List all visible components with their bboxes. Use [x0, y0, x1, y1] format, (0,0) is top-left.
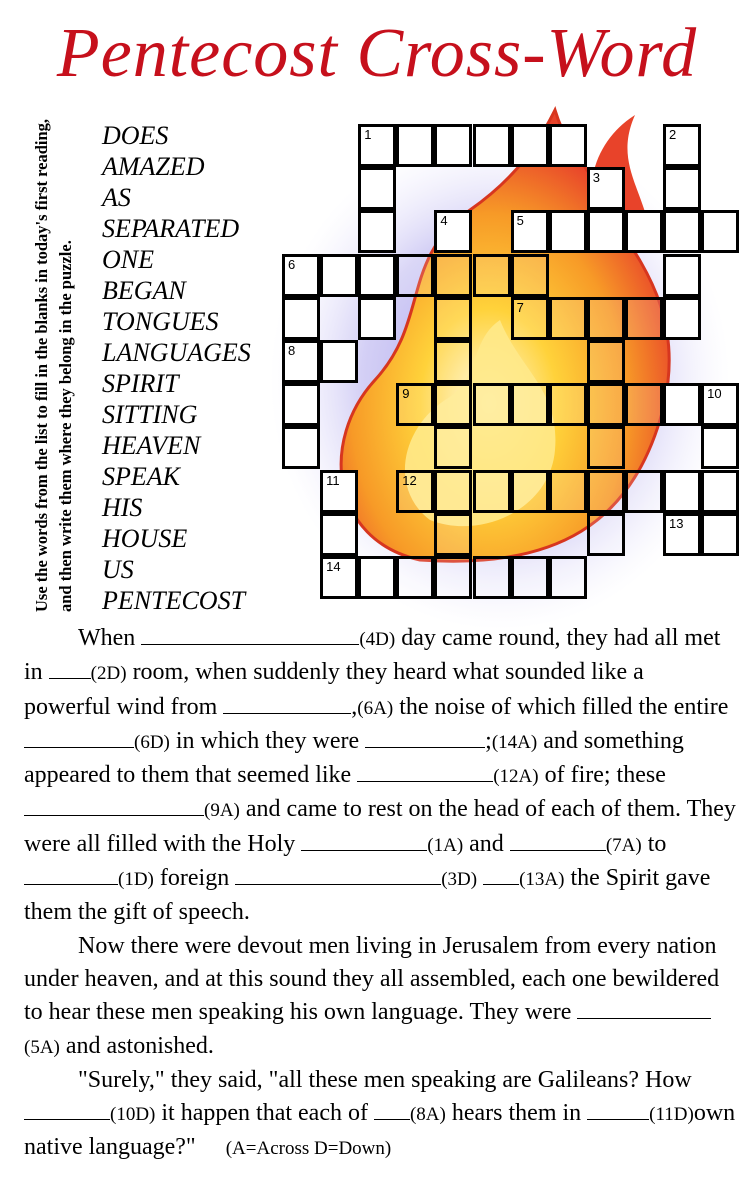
passage-text: and came to rest on the head of each of them. They were all filled with the Holy [24, 796, 736, 857]
clue-number: 5 [516, 213, 524, 229]
grid-cell[interactable] [701, 513, 739, 556]
grid-cell[interactable] [320, 340, 358, 383]
grid-cell[interactable] [396, 556, 434, 599]
word-list-item: BEGAN [102, 276, 186, 305]
grid-cell[interactable] [358, 254, 396, 297]
answer-blank[interactable] [587, 1097, 649, 1120]
answer-blank[interactable] [301, 828, 427, 851]
passage-text: the noise of which filled the entire [393, 693, 729, 720]
passage-text: and something appeared to them that seemed like [24, 727, 684, 789]
clue-ref: (6D) [134, 731, 170, 753]
answer-blank[interactable] [223, 691, 351, 714]
passage-text: foreign [153, 865, 236, 892]
grid-cell[interactable] [701, 426, 739, 469]
passage-paragraph-1: When (4D) day came round, they had all met in (2D) room, when suddenly they heard what sounded like a powerful wind from ,(6A) the noise of which filled the entire (6D) in which they were ;(14A) and something appeared to them that seemed like (12A) of fire; these (9A) and came to rest on the head of each of them. They were all filled with the Holy (1A) and (7A) to (1D) foreign (3D) (13A) the Spirit gave them the gift of speech. [24, 622, 736, 930]
grid-cell[interactable] [663, 210, 701, 253]
grid-cell[interactable] [358, 210, 396, 253]
grid-cell[interactable] [663, 513, 701, 556]
clue-number: 4 [440, 213, 448, 229]
word-list-item: LANGUAGES [102, 338, 251, 367]
answer-blank[interactable] [24, 793, 204, 816]
grid-cell[interactable] [663, 124, 701, 167]
word-list-item: AMAZED [102, 152, 205, 181]
passage-text: When [78, 625, 136, 651]
clue-number: 12 [402, 472, 417, 488]
clue-number: 14 [326, 559, 341, 574]
instructions: Use the words from the list to fill in the blanks in today's first reading, and then write them where they belong in the puzzle. [32, 118, 75, 612]
grid-cell[interactable] [663, 470, 701, 513]
word-list-item: HOUSE [102, 524, 188, 553]
clue-ref: (5A) [24, 1036, 60, 1058]
grid-cell[interactable] [663, 383, 701, 426]
page-title: Pentecost Cross-Word [56, 15, 698, 92]
grid-cell[interactable] [549, 383, 587, 426]
clue-ref: (12A) [493, 766, 539, 788]
grid-cell[interactable] [511, 254, 549, 297]
clue-number: 6 [288, 256, 296, 272]
grid-cell[interactable] [511, 210, 549, 253]
word-list-item: HIS [102, 493, 143, 522]
grid-cell[interactable] [282, 426, 320, 469]
clue-number: 3 [592, 170, 601, 186]
passage-text: the Spirit gave them the gift of speech. [24, 865, 711, 926]
answer-blank[interactable] [141, 622, 359, 645]
passage-text: own native language?" [24, 1100, 736, 1161]
clue-number: 7 [516, 299, 524, 315]
clue-number: 2 [669, 127, 677, 142]
clue-ref: (11D) [649, 1104, 694, 1126]
passage-text: to [641, 830, 667, 857]
grid-cell[interactable] [549, 470, 587, 513]
clue-ref: (13A) [519, 869, 565, 891]
grid-cell[interactable] [587, 470, 625, 513]
grid-cell[interactable] [358, 297, 396, 340]
grid-cell[interactable] [473, 383, 511, 426]
word-list-item: TONGUES [102, 307, 219, 336]
answer-blank[interactable] [24, 1097, 110, 1120]
grid-cell[interactable] [587, 210, 625, 253]
grid-cell[interactable] [549, 297, 587, 340]
grid-cell[interactable] [701, 210, 739, 253]
clue-number: 1 [364, 127, 372, 142]
grid-cell[interactable] [434, 124, 472, 167]
word-list-item: SPEAK [102, 462, 180, 491]
clue-ref: (9A) [204, 800, 240, 822]
grid-cell[interactable] [625, 297, 663, 340]
grid-cell[interactable] [473, 556, 511, 599]
answer-blank[interactable] [577, 996, 711, 1019]
grid-cell[interactable] [587, 297, 625, 340]
grid-cell[interactable] [320, 254, 358, 297]
grid-cell[interactable] [587, 383, 625, 426]
clue-ref: (3D) [441, 869, 478, 891]
grid-cell[interactable] [701, 470, 739, 513]
clue-ref: (14A) [491, 731, 538, 753]
passage [24, 622, 736, 1166]
passage-text: of fire; these [538, 762, 666, 789]
grid-cell[interactable] [473, 470, 511, 513]
grid-cell[interactable] [434, 340, 472, 383]
grid-cell[interactable] [396, 124, 434, 167]
clue-number: 8 [288, 343, 296, 358]
passage-paragraph-2 [24, 930, 736, 1064]
grid-cell[interactable] [396, 254, 434, 297]
grid-cell[interactable] [511, 470, 549, 513]
clue-number: 9 [402, 386, 410, 402]
answer-blank[interactable] [24, 862, 118, 885]
grid-cell[interactable] [320, 513, 358, 556]
grid-cell[interactable] [320, 470, 358, 513]
grid-cell[interactable] [663, 297, 701, 340]
grid-cell[interactable] [434, 470, 472, 513]
clue-number: 13 [669, 515, 684, 531]
passage-text: it happen that each of [155, 1100, 374, 1127]
grid-cell[interactable] [396, 470, 434, 513]
grid-cell[interactable] [663, 167, 701, 210]
grid-cell[interactable] [396, 383, 434, 426]
word-list-item: PENTECOST [102, 586, 246, 615]
passage-text: "Surely," they said, "all these men speaking are Galileans? How [78, 1066, 692, 1093]
answer-blank[interactable] [374, 1097, 410, 1120]
grid-cell[interactable] [282, 254, 320, 297]
grid-cell[interactable] [511, 297, 549, 340]
word-list-item: HEAVEN [102, 431, 201, 460]
grid-cell[interactable] [473, 254, 511, 297]
clue-ref: (8A) [409, 1104, 446, 1126]
grid-cell[interactable] [625, 210, 663, 253]
answer-blank[interactable] [510, 828, 606, 851]
word-list-item: SEPARATED [102, 214, 240, 243]
clue-number: 11 [326, 472, 340, 488]
answer-blank[interactable] [483, 862, 519, 885]
grid-cell[interactable] [549, 556, 587, 599]
grid-cell[interactable] [434, 254, 472, 297]
grid-cell[interactable] [511, 383, 549, 426]
answer-blank[interactable] [357, 759, 493, 782]
passage-text: and astonished. [59, 1032, 214, 1059]
answer-blank[interactable] [49, 656, 91, 679]
grid-cell[interactable] [282, 297, 320, 340]
grid-cell[interactable] [434, 556, 472, 599]
grid-cell[interactable] [358, 124, 396, 167]
grid-cell[interactable] [282, 383, 320, 426]
grid-cell[interactable] [434, 513, 472, 556]
clue-ref: (4D) [359, 629, 396, 650]
grid-cell[interactable] [587, 340, 625, 383]
grid-cell[interactable] [473, 124, 511, 167]
grid-cell[interactable] [511, 124, 549, 167]
grid-cell[interactable] [434, 383, 472, 426]
clue-ref: (6A) [357, 697, 394, 719]
grid-cell[interactable] [511, 556, 549, 599]
clue-ref: (2D) [90, 663, 127, 685]
grid-cell[interactable] [434, 297, 472, 340]
answer-blank[interactable] [24, 725, 134, 748]
grid-cell[interactable] [320, 556, 358, 599]
clue-ref: (7A) [605, 834, 642, 856]
word-list-item: DOES [102, 121, 169, 150]
grid-cell[interactable] [358, 167, 396, 210]
answer-blank[interactable] [235, 862, 441, 885]
grid-cell[interactable] [434, 210, 472, 253]
grid-cell[interactable] [663, 254, 701, 297]
grid-cell[interactable] [434, 426, 472, 469]
word-list-item: SITTING [102, 400, 198, 429]
passage-text: day came round, they had all met in [24, 625, 721, 686]
clue-ref: (10D) [110, 1104, 156, 1126]
grid-cell[interactable] [587, 513, 625, 556]
word-list-item: SPIRIT [102, 369, 179, 398]
passage-text: hears them in [445, 1100, 588, 1127]
direction-key: (A=Across D=Down) [225, 1138, 392, 1160]
grid-cell[interactable] [587, 167, 625, 210]
clue-number: 10 [707, 386, 722, 402]
grid-cell[interactable] [587, 426, 625, 469]
word-list-item: US [102, 555, 134, 584]
passage-text: in which they were [169, 727, 366, 754]
grid-cell[interactable] [701, 383, 739, 426]
clue-ref: (1D) [118, 869, 154, 891]
grid-cell[interactable] [625, 383, 663, 426]
grid-cell[interactable] [549, 124, 587, 167]
grid-cell[interactable] [358, 556, 396, 599]
word-list-item: AS [102, 183, 131, 212]
answer-blank[interactable] [365, 725, 485, 748]
word-list-item: ONE [102, 245, 154, 274]
clue-ref: (1A) [427, 834, 464, 856]
grid-cell[interactable] [549, 210, 587, 253]
passage-paragraph-3 [24, 1064, 736, 1166]
passage-text: and [463, 830, 510, 857]
grid-cell[interactable] [282, 340, 320, 383]
grid-cell[interactable] [625, 470, 663, 513]
passage-text: Now there were devout men living in Jerusalem from every nation under heaven, and at this sound they all assembled, each one bewildered to hear these men speaking his own language. They were [24, 932, 720, 1026]
passage-text: room, when suddenly they heard what sounded like a powerful wind from [24, 659, 644, 720]
